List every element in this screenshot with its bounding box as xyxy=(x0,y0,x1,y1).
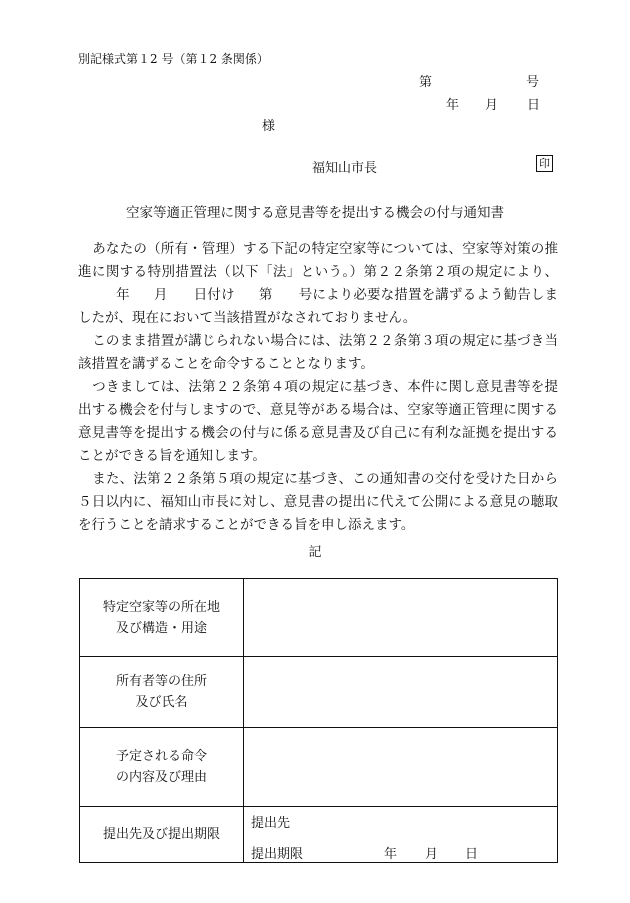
row-label-submission: 提出先及び提出期限 xyxy=(80,807,244,863)
label-line: 及び氏名 xyxy=(135,695,188,710)
order-value-cell xyxy=(244,728,558,807)
row-label-owner xyxy=(80,657,244,728)
paragraph-text: つきましては、法第２２条第４項の規定に基づき、本件に関し意見書等を提出する機会を付与しますので、意見等がある場合は、空家等適正管理に関する意見書等を提出する機会の付与に係る意見書及び自己に有利な証拠を提出することができる旨を通知します。 xyxy=(78,379,558,464)
date-day-label: 日 xyxy=(527,98,541,113)
inline-date: 日付け xyxy=(193,287,235,303)
inline-month: 月 xyxy=(153,287,168,303)
addressee-suffix: 様 xyxy=(262,119,276,134)
location-value-cell xyxy=(244,579,558,657)
paragraph-order-warning xyxy=(78,330,558,376)
label-line: の内容及び理由 xyxy=(115,770,207,785)
deadline-day-label: 日 xyxy=(465,847,479,862)
deadline-year-label: 年 xyxy=(384,847,398,862)
paragraph-text: 号により必要な措置を講ずるよう勧告しましたが、現在において当該措置がなされておりません。 xyxy=(78,287,559,326)
inline-dai: 第 xyxy=(258,287,273,303)
table-row xyxy=(80,657,558,728)
paragraph-recommendation xyxy=(78,238,558,330)
submission-deadline-label: 提出期限 xyxy=(251,847,304,862)
paragraph-text: また、法第２２条第５項の規定に基づき、この通知書の交付を受けた日から５日以内に、福知山市長に対し、意見書の提出に代えて公開による意見の聴取を行うことを請求することができる旨を申し添えます。 xyxy=(78,471,558,533)
submission-value-cell xyxy=(244,807,558,863)
seal-mark: 印 xyxy=(536,155,553,172)
paragraph-text: このまま措置が講じられない場合には、法第２２条第３項の規定に基づき当該措置を講ずることを命令することとなります。 xyxy=(78,333,558,372)
row-label-order xyxy=(80,728,244,807)
label-line: 所有者等の住所 xyxy=(115,674,207,689)
label-line: 予定される命令 xyxy=(115,749,207,764)
label-line: 特定空家等の所在地 xyxy=(102,599,220,615)
paragraph-hearing-request xyxy=(78,468,558,537)
owner-value-cell xyxy=(244,657,558,728)
document-number-suffix: 号 xyxy=(526,75,540,90)
details-table xyxy=(79,578,558,863)
table-row xyxy=(80,579,558,657)
table-row xyxy=(80,728,558,807)
paragraph-text: あなたの（所有・管理）する下記の特定空家等については、空家等対策の推進に関する特別措置法（以下「法」という。）第２２条第２項の規定により、 xyxy=(78,241,558,280)
table-row xyxy=(80,807,558,863)
submission-destination-label: 提出先 xyxy=(251,816,291,831)
date-month-label: 月 xyxy=(485,98,499,113)
form-number: 別記様式第１2 号（第１2 条関係） xyxy=(78,52,269,66)
paragraph-opinion-notice xyxy=(78,376,558,468)
inline-year: 年 xyxy=(116,287,130,303)
deadline-month-label: 月 xyxy=(425,847,439,862)
ki-heading: 記 xyxy=(308,545,322,560)
row-label-location xyxy=(80,579,244,657)
date-year-label: 年 xyxy=(446,98,460,113)
document-title: 空家等適正管理に関する意見書等を提出する機会の付与通知書 xyxy=(126,205,504,221)
issuer-name: 福知山市長 xyxy=(312,161,378,176)
label-line: 及び構造・用途 xyxy=(115,620,207,636)
document-number-label: 第 xyxy=(419,75,433,90)
